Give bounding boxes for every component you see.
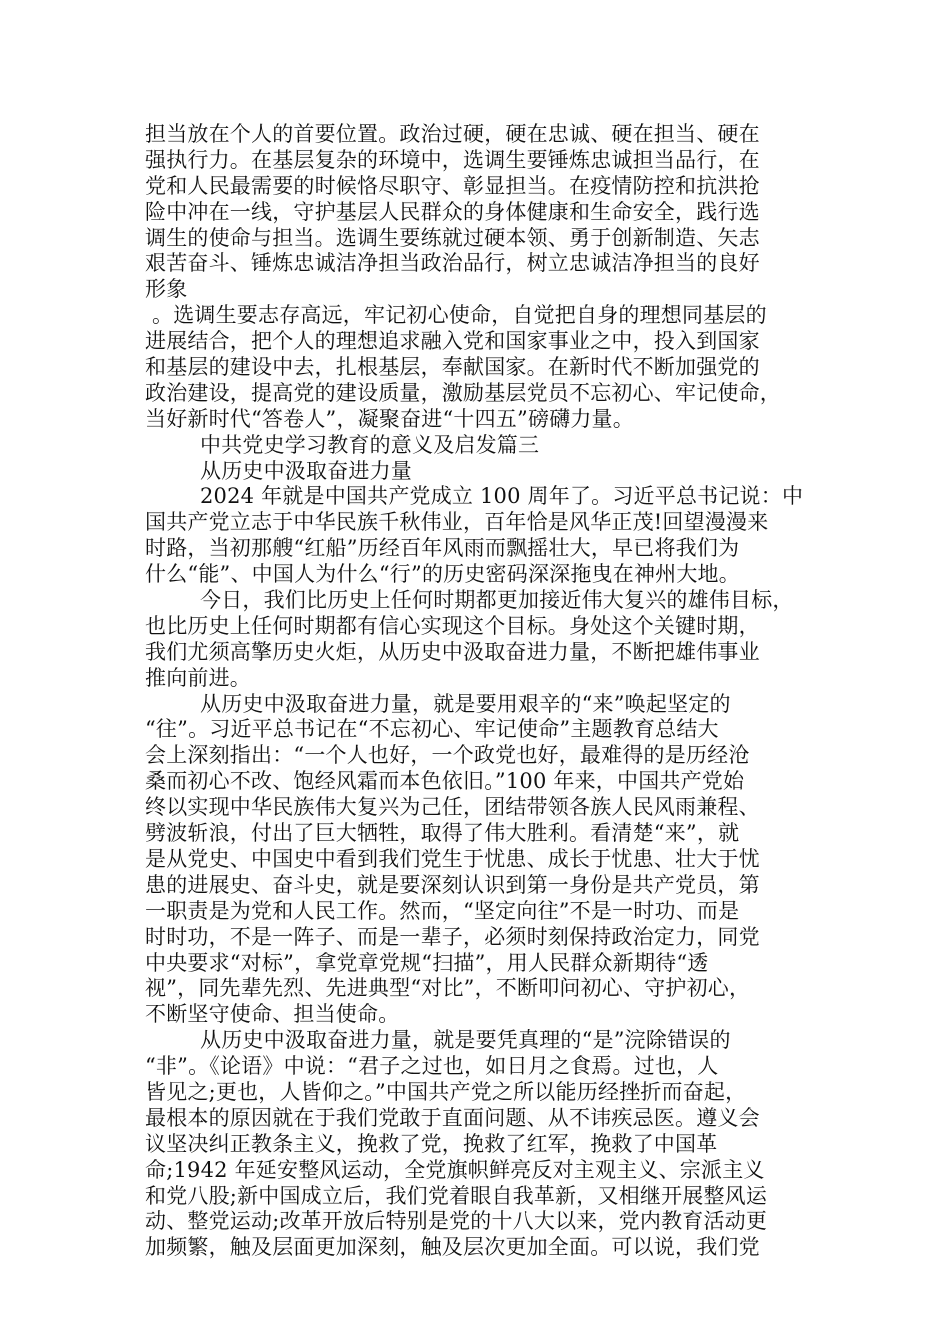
text-line: 担当放在个人的首要位置。政治过硬，硬在忠诚、硬在担当、硬在	[145, 122, 760, 146]
document-body	[145, 122, 815, 1261]
text-line: 时路，当初那艘“红船”历经百年风雨而飘摇壮大，早已将我们为	[145, 536, 740, 561]
text-line: 险中冲在一线，守护基层人民群众的身体健康和生命安全，践行选	[145, 199, 760, 224]
text-line: 调生的使命与担当。选调生要练就过硬本领、勇于创新制造、矢志	[145, 225, 760, 250]
text-line: 政治建设，提高党的建设质量，激励基层党员不忘初心、牢记使命，	[145, 380, 781, 405]
text-line: 中央要求“对标”，拿党章党规“扫描”，用人民群众新期待“透	[145, 950, 709, 975]
text-line: 是从党史、中国史中看到我们党生于忧患、成长于忧患、壮大于忧	[145, 846, 760, 871]
text-line: 进展结合，把个人的理想追求融入党和国家事业之中，投入到国家	[145, 329, 760, 354]
text-line: 和基层的建设中去，扎根基层，奉献国家。在新时代不断加强党的	[145, 355, 760, 380]
text-line: 当好新时代“答卷人”，凝聚奋进“十四五”磅礴力量。	[145, 406, 634, 431]
text-line: 会上深刻指出：“一个人也好，一个政党也好，最难得的是历经沧	[145, 743, 750, 768]
text-line: 我们尤须高擎历史火炬，从历史中汲取奋进力量，不断把雄伟事业	[145, 639, 760, 664]
text-line: 形象	[145, 277, 188, 302]
text-line: 皆见之;更也，人皆仰之。”中国共产党之所以能历经挫折而奋起，	[145, 1079, 747, 1104]
text-line: 动、整党运动;改革开放后特别是党的十八大以来，党内教育活动更	[145, 1209, 768, 1234]
text-line: 从历史中汲取奋进力量，就是要凭真理的“是”浣除错误的	[200, 1028, 731, 1053]
text-line: 国共产党立志于中华民族千秋伟业，百年恰是风华正茂!回望漫漫来	[145, 510, 769, 535]
section-subheading: 从历史中汲取奋进力量	[200, 458, 412, 483]
text-line: 从历史中汲取奋进力量，就是要用艰辛的“来”唤起坚定的	[200, 691, 731, 716]
text-line: 患的进展史、奋斗史，就是要深刻认识到第一身份是共产党员，第	[145, 872, 760, 897]
text-line: 桑而初心不改、饱经风霜而本色依旧。”100 年来，中国共产党始	[145, 769, 745, 794]
text-line: “往”。习近平总书记在“不忘初心、牢记使命”主题教育总结大	[145, 717, 719, 742]
text-line: 和党八股;新中国成立后，我们党着眼自我革新，又相继开展整风运	[145, 1183, 768, 1208]
text-line: 推向前进。	[145, 665, 251, 690]
section-heading: 中共党史学习教育的意义及启发篇三	[200, 432, 540, 457]
text-line: 议坚决纠正教条主义，挽救了党，挽救了红军，挽救了中国革	[145, 1131, 718, 1156]
text-line: 最根本的原因就在于我们党敢于直面问题、从不讳疾忌医。遵义会	[145, 1105, 760, 1130]
text-line: 终以实现中华民族伟大复兴为己任，团结带领各族人民风雨兼程、	[145, 795, 760, 820]
text-line: 劈波斩浪，付出了巨大牺牲，取得了伟大胜利。看清楚“来”，就	[145, 821, 740, 846]
text-line: “非”。《论语》中说：“君子之过也，如日月之食焉。过也，人	[145, 1054, 719, 1079]
text-line: 也比历史上任何时期都有信心实现这个目标。身处这个关键时期，	[145, 613, 760, 638]
text-line: 今日，我们比历史上任何时期都更加接近伟大复兴的雄伟目标，	[200, 588, 794, 613]
text-line: 2024 年就是中国共产党成立 100 周年了。习近平总书记说：中	[200, 484, 804, 509]
text-line: 一职责是为党和人民工作。然而，“坚定向往”不是一时功、而是	[145, 898, 740, 923]
text-line: 党和人民最需要的时候恪尽职守、彰显担当。在疫情防控和抗洪抢	[145, 173, 760, 198]
text-line: 不断坚守使命、担当使命。	[145, 1002, 400, 1027]
text-line: 视”，同先辈先烈、先进典型“对比”，不断叩问初心、守护初心，	[145, 976, 751, 1001]
text-line: 艰苦奋斗、锤炼忠诚洁净担当政治品行，树立忠诚洁净担当的良好	[145, 251, 760, 276]
text-line: 什么“能”、中国人为什么“行”的历史密码深深拖曳在神州大地。	[145, 562, 740, 587]
text-line: 。选调生要志存高远，牢记初心使命，自觉把自身的理想同基层的	[152, 303, 767, 328]
text-line: 加频繁，触及层面更加深刻，触及层次更加全面。可以说，我们党	[145, 1235, 760, 1260]
text-line: 时时功，不是一阵子、而是一辈子，必须时刻保持政治定力，同党	[145, 924, 760, 949]
text-line: 命;1942 年延安整风运动，全党旗帜鲜亮反对主观主义、宗派主义	[145, 1157, 765, 1182]
text-line: 强执行力。在基层复杂的环境中，选调生要锤炼忠诚担当品行，在	[145, 147, 760, 172]
